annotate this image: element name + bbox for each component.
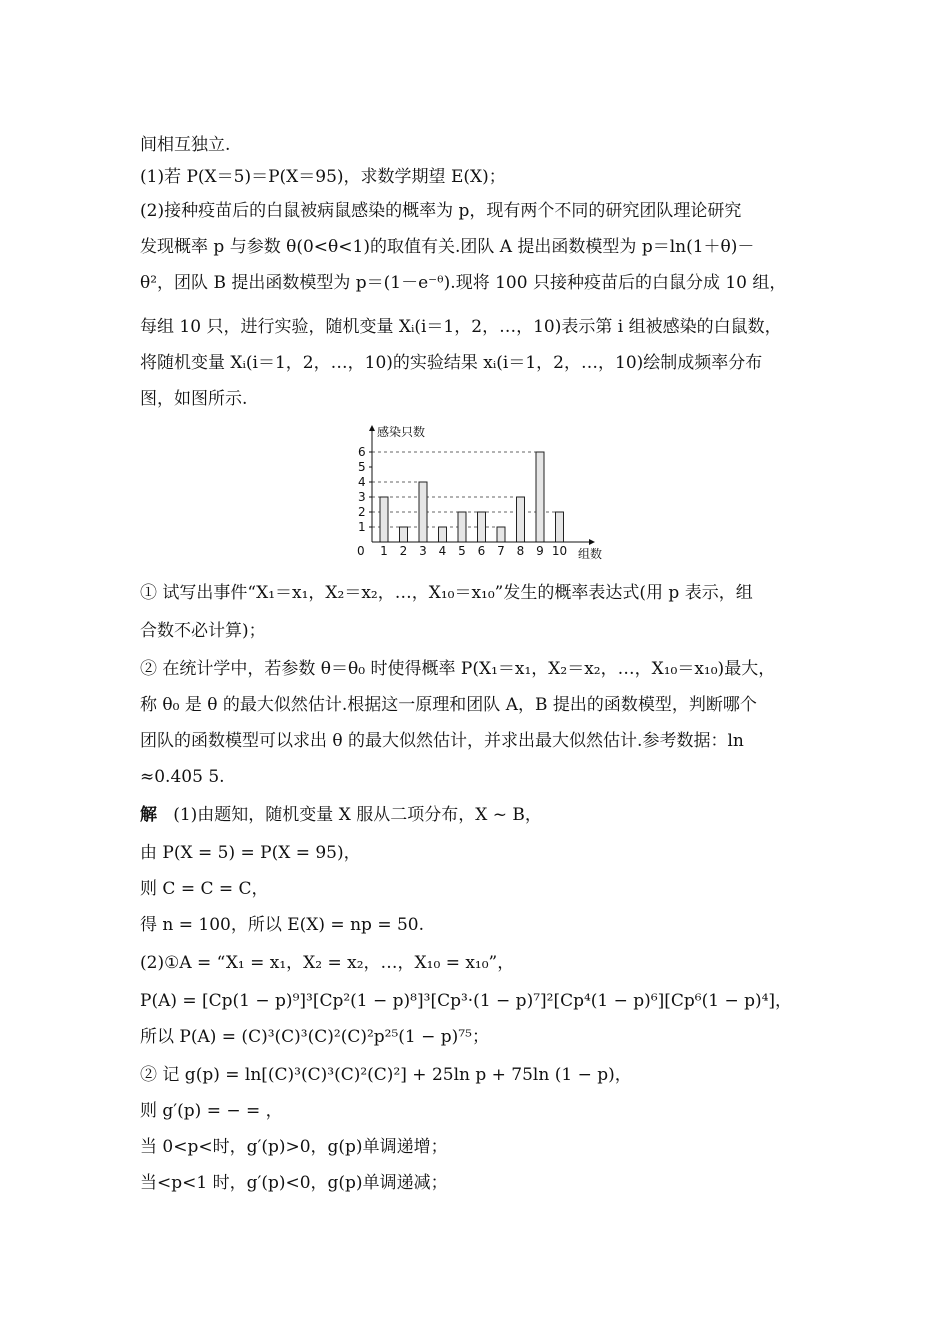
bar — [380, 497, 388, 542]
origin-label: 0 — [357, 544, 365, 558]
solution-label: 解 — [140, 805, 157, 825]
bar — [419, 482, 427, 542]
bar — [517, 497, 525, 542]
y-tick-label: 4 — [358, 475, 366, 489]
y-tick-label: 2 — [358, 505, 366, 519]
bar — [536, 452, 544, 542]
x-tick-label: 5 — [458, 544, 466, 558]
frequency-chart — [332, 420, 622, 570]
question-1: (1)若 P(X＝5)＝P(X＝95)，求数学期望 E(X)； — [140, 167, 506, 187]
x-tick-label: 4 — [438, 544, 447, 558]
solution-line — [140, 803, 820, 827]
x-axis-label: 组数 — [578, 547, 603, 561]
x-tick-label: 9 — [536, 544, 544, 558]
y-tick-label: 1 — [358, 520, 366, 534]
solution-line: (2)①A = “X₁ = x₁，X₂ = x₂，…，X₁₀ = x₁₀”， — [140, 953, 515, 973]
question-2-line: 图，如图所示. — [140, 389, 248, 409]
question-2-line: 将随机变量 Xᵢ(i＝1，2，…，10)的实验结果 xᵢ(i＝1，2，…，10)绘制成频率分布 — [140, 353, 763, 373]
bar — [478, 512, 486, 542]
subquestion-2-cont: 团队的函数模型可以求出 θ 的最大似然估计，并求出最大似然估计.参考数据：ln — [140, 731, 744, 751]
solution-text: (1)由题知，随机变量 X 服从二项分布，X ~ B， — [173, 805, 542, 825]
solution-line: 得 n = 100，所以 E(X) = np = 50. — [140, 915, 425, 935]
x-tick-label: 1 — [380, 544, 388, 558]
y-tick-label: 3 — [358, 490, 366, 504]
question-2-line: θ²，团队 B 提出函数模型为 p＝(1－e⁻ᶿ).现将 100 只接种疫苗后的白鼠分成 10 组， — [140, 273, 787, 293]
question-2-line: 发现概率 p 与参数 θ(0<θ<1)的取值有关.团队 A 提出函数模型为 p＝ln(1＋θ)－ — [140, 237, 755, 257]
x-tick-label: 2 — [399, 544, 408, 558]
y-tick-label: 6 — [358, 445, 366, 459]
subquestion-2: ② 在统计学中，若参数 θ＝θ₀ 时使得概率 P(X₁＝x₁，X₂＝x₂，…，X₁₀＝x₁₀)最大， — [140, 659, 776, 679]
x-tick-label: 6 — [477, 544, 486, 558]
x-tick-label: 8 — [516, 544, 525, 558]
solution-line: 当<p<1 时，g′(p)<0，g(p)单调递减； — [140, 1173, 448, 1193]
subquestion-1: ① 试写出事件“X₁＝x₁，X₂＝x₂，…，X₁₀＝x₁₀”发生的概率表达式(用 p 表示，组 — [140, 583, 753, 603]
x-tick-label: 3 — [419, 544, 427, 558]
x-tick-label: 10 — [551, 544, 568, 558]
subquestion-2-cont: ≈0.405 5. — [140, 767, 225, 787]
solution-line: 所以 P(A) = (C)³(C)³(C)²(C)²p²⁵(1 − p)⁷⁵； — [140, 1027, 489, 1047]
solution-line: P(A) = [Cp(1 − p)⁹]³[Cp²(1 − p)⁸]³[Cp³·(1 − p)⁷]²[Cp⁴(1 − p)⁶][Cp⁶(1 − p)⁴]， — [140, 991, 793, 1011]
bar — [497, 527, 505, 542]
bar — [439, 527, 447, 542]
solution-line: 则 C = C = C， — [140, 879, 269, 899]
solution-line: 由 P(X = 5) = P(X = 95)， — [140, 843, 361, 863]
question-2-line: 每组 10 只，进行实验，随机变量 Xᵢ(i＝1，2，…，10)表示第 i 组被感染的白鼠数， — [140, 317, 782, 337]
bar — [556, 512, 564, 542]
solution-line: 则 g′(p) = − = ， — [140, 1101, 283, 1121]
subquestion-1-cont: 合数不必计算)； — [140, 621, 266, 641]
y-axis-label: 感染只数 — [377, 425, 426, 439]
bar — [458, 512, 466, 542]
bar — [400, 527, 408, 542]
x-tick-label: 7 — [497, 544, 505, 558]
chart-svg — [332, 420, 622, 570]
question-2-line: (2)接种疫苗后的白鼠被病鼠感染的概率为 p，现有两个不同的研究团队理论研究 — [140, 201, 742, 221]
solution-line: 当 0<p<时，g′(p)>0，g(p)单调递增； — [140, 1137, 448, 1157]
text-line: 间相互独立. — [140, 135, 231, 155]
solution-line: ② 记 g(p) = ln[(C)³(C)³(C)²(C)²] + 25ln p + 75ln (1 − p)， — [140, 1065, 632, 1085]
subquestion-2-cont: 称 θ₀ 是 θ 的最大似然估计.根据这一原理和团队 A，B 提出的函数模型，判断哪个 — [140, 695, 757, 715]
y-tick-label: 5 — [358, 460, 366, 474]
